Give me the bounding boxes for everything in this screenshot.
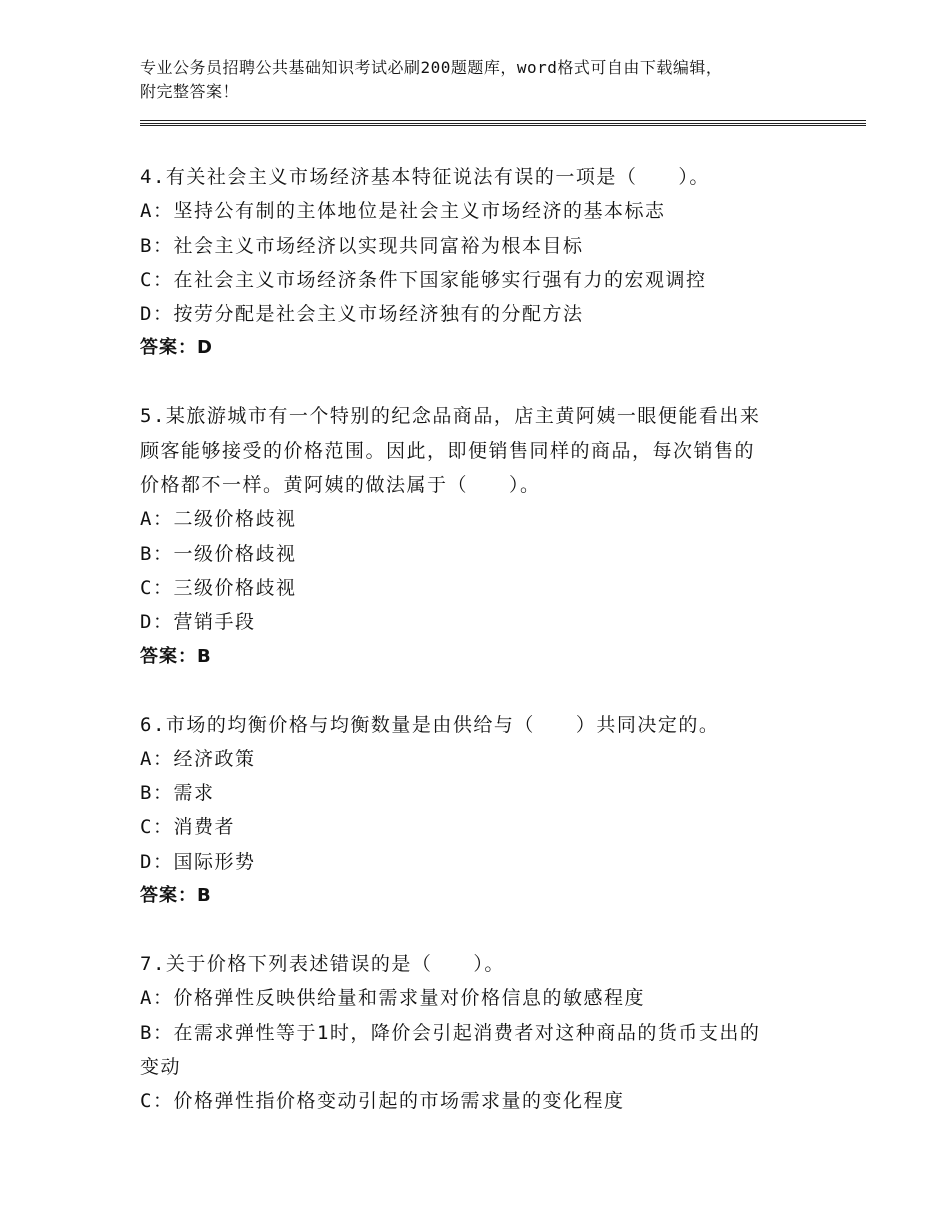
option-c: C：三级价格歧视 xyxy=(140,576,297,599)
option-a: A：二级价格歧视 xyxy=(140,508,297,531)
header-text-line-1: 专业公务员招聘公共基础知识考试必刷200题题库，word格式可自由下载编辑， xyxy=(140,58,723,77)
question-stem: 4.有关社会主义市场经济基本特征说法有误的一项是（ ）。 xyxy=(140,166,710,188)
option-d: D：国际形势 xyxy=(140,850,256,873)
option-c: C：消费者 xyxy=(140,816,235,839)
option-b-continued: 变动 xyxy=(140,1055,182,1078)
option-c: C：价格弹性指价格变动引起的市场需求量的变化程度 xyxy=(140,1090,625,1113)
header-divider-thin xyxy=(140,125,866,126)
option-b: B：需求 xyxy=(140,782,215,805)
question-5 xyxy=(140,399,820,673)
option-a: A：坚持公有制的主体地位是社会主义市场经济的基本标志 xyxy=(140,200,666,223)
document-header xyxy=(140,56,840,104)
question-list xyxy=(140,160,820,1153)
question-6 xyxy=(140,708,820,913)
answer-label: 答案：B xyxy=(140,645,212,667)
question-stem: 顾客能够接受的价格范围。因此，即便销售同样的商品，每次销售的 xyxy=(140,439,756,462)
question-4 xyxy=(140,160,820,365)
option-c: C：在社会主义市场经济条件下国家能够实行强有力的宏观调控 xyxy=(140,268,707,291)
option-b: B：在需求弹性等于1时，降价会引起消费者对这种商品的货币支出的 xyxy=(140,1021,761,1044)
question-stem: 5.某旅游城市有一个特别的纪念品商品，店主黄阿姨一眼便能看出来 xyxy=(140,405,761,428)
option-a: A：价格弹性反映供给量和需求量对价格信息的敏感程度 xyxy=(140,987,645,1010)
header-text-line-2: 附完整答案！ xyxy=(140,82,240,101)
question-stem: 价格都不一样。黄阿姨的做法属于（ ）。 xyxy=(140,474,541,497)
answer-label: 答案：D xyxy=(140,337,213,359)
header-divider xyxy=(140,120,866,124)
question-stem: 7.关于价格下列表述错误的是（ ）。 xyxy=(140,953,505,976)
question-stem: 6.市场的均衡价格与均衡数量是由供给与（ ）共同决定的。 xyxy=(140,713,720,736)
question-7 xyxy=(140,947,820,1118)
option-b: B：一级价格歧视 xyxy=(140,542,297,565)
option-b: B：社会主义市场经济以实现共同富裕为根本目标 xyxy=(140,234,584,257)
option-a: A：经济政策 xyxy=(140,747,256,770)
answer-label: 答案：B xyxy=(140,885,212,907)
option-d: D：按劳分配是社会主义市场经济独有的分配方法 xyxy=(140,303,584,326)
option-d: D：营销手段 xyxy=(140,611,256,634)
